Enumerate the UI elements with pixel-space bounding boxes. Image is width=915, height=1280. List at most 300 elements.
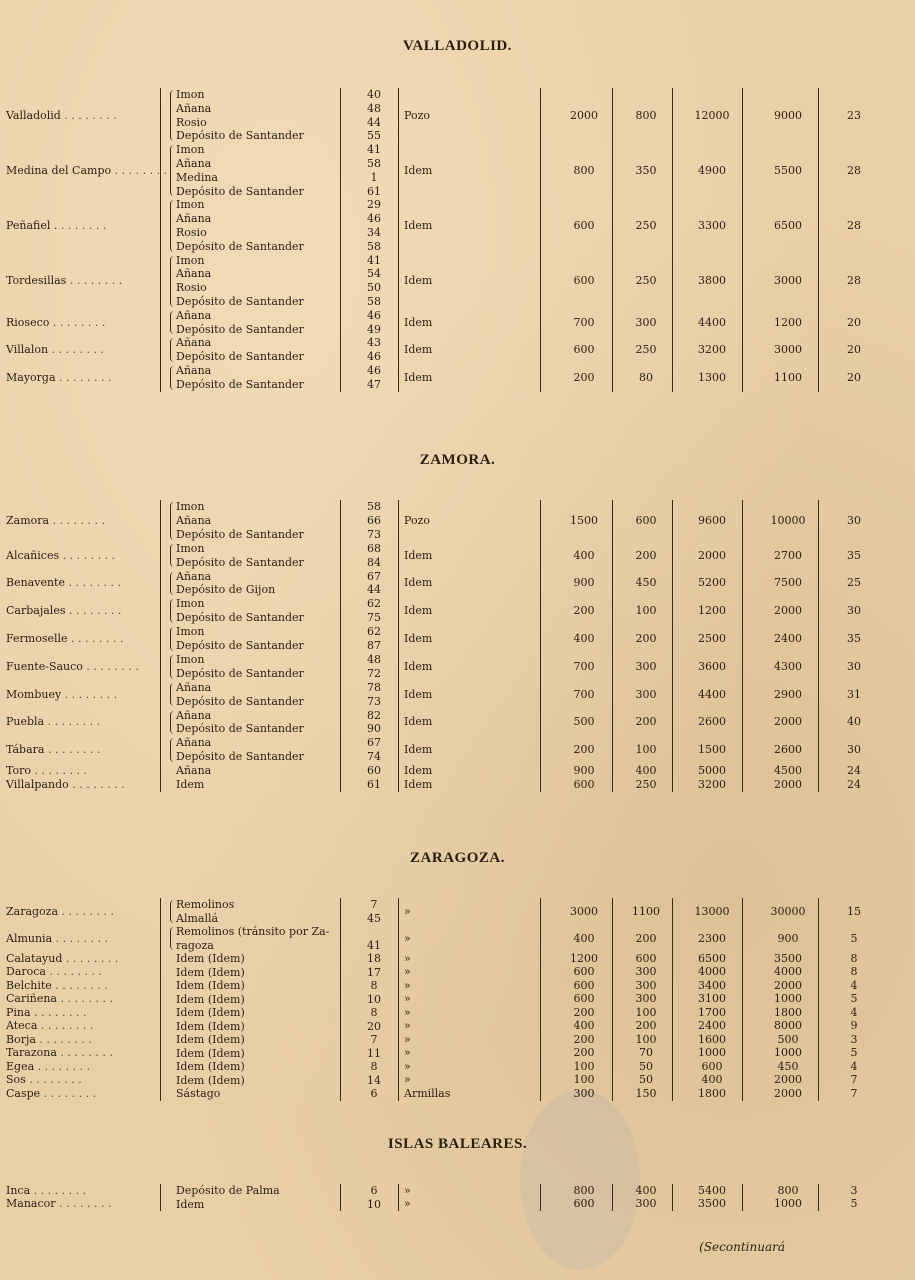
column-rule [742,1184,743,1211]
value-cell: 5 [850,1046,858,1060]
origin-name: Añana [176,569,212,583]
value-cell: 700 [573,659,595,673]
column-rule [672,1184,673,1211]
place-name [6,109,117,122]
value-cell: 3100 [698,992,726,1006]
value-cell: 600 [573,219,595,232]
distance-value: 67 [367,736,381,750]
transport-means: Armillas [404,1086,451,1100]
value-cell: 300 [635,659,657,673]
distance-value: 11 [367,1046,381,1060]
distance-value: 41 [367,143,381,157]
transport-means: » [404,931,411,945]
value-cell: 400 [635,764,657,778]
origin-name: Depósito de Santander [176,611,304,625]
origin-name: Depósito de Santander [176,555,304,569]
column-rule [398,898,399,1101]
value-cell: 500 [573,715,595,729]
place-name [6,1006,87,1019]
place-label: Peñafiel [6,219,51,232]
column-rule [818,1184,819,1211]
origin-name: Imon [176,500,205,513]
place-label: Pina [6,1005,31,1019]
leader-dots [44,743,100,756]
leader-dots [31,764,87,777]
value-cell: 200 [635,1019,657,1033]
origin-name: Añana [176,764,212,778]
distance-value: 43 [367,336,381,350]
leader-dots [46,965,102,978]
transport-means: » [404,965,411,979]
distance-value: 48 [367,101,381,115]
distance-value: 10 [367,992,381,1006]
distance-value: 87 [367,639,381,652]
column-rule [398,500,399,792]
value-cell: 200 [635,548,657,562]
place-name [6,343,104,356]
place-name [6,1046,113,1059]
value-cell: 250 [635,274,657,288]
origin-name: ragoza [176,938,214,952]
origin-name: Añana [176,308,212,322]
library-stamp [520,1090,640,1270]
distance-value: 50 [367,281,381,295]
value-cell: 2300 [698,931,726,945]
transport-means: » [404,978,411,992]
value-cell: 80 [639,370,653,384]
leader-dots [111,164,167,177]
value-cell: 450 [777,1059,799,1073]
value-cell: 1100 [774,370,802,384]
leader-dots [49,316,105,329]
value-cell: 5000 [698,764,726,778]
transport-means: » [404,1073,411,1087]
distance-value: 58 [367,239,381,253]
value-cell: 1100 [632,904,660,918]
origin-name: Idem [176,778,205,791]
leader-dots [48,343,104,356]
place-name [6,778,125,791]
leader-dots [68,632,124,645]
place-name [6,1197,111,1210]
value-cell: 30000 [770,904,806,918]
place-label: Zaragoza [6,904,59,918]
value-cell: 200 [573,743,595,757]
distance-value: 8 [370,1060,378,1073]
distance-value: 62 [367,597,381,611]
distance-value: 72 [367,666,381,680]
transport-means: Pozo [404,513,430,527]
value-cell: 2000 [774,1086,802,1100]
place-name [6,274,122,287]
origin-name: Depósito de Santander [176,377,304,391]
value-cell: 1300 [698,370,726,384]
value-cell: 2000 [570,108,598,122]
value-cell: 3 [850,1183,858,1197]
value-cell: 600 [573,978,595,992]
transport-means: Idem [404,764,433,778]
distance-value: 41 [367,253,381,267]
value-cell: 3500 [774,951,802,965]
value-cell: 2500 [698,632,726,645]
value-cell: 200 [635,632,657,645]
place-name [6,979,108,992]
column-rule [340,88,341,392]
value-cell: 5400 [698,1183,726,1197]
value-cell: 24 [847,764,861,778]
distance-value: 49 [367,322,381,336]
place-label: Daroca [6,965,46,979]
value-cell: 100 [635,743,657,757]
value-cell: 800 [777,1183,799,1197]
value-cell: 3200 [698,777,726,791]
value-cell: 1800 [774,1005,802,1019]
column-rule [818,500,819,792]
origin-name: Imon [176,652,205,666]
value-cell: 24 [847,777,861,791]
value-cell: 1500 [570,513,598,527]
leader-dots [26,1073,82,1086]
value-cell: 200 [635,931,657,945]
place-label: Sos [6,1073,26,1087]
column-rule [160,898,161,1101]
value-cell: 9000 [774,108,802,122]
origin-name: Rosio [176,115,207,129]
place-label: Borja [6,1032,36,1046]
distance-value: 73 [367,694,381,708]
distance-value: 18 [367,952,381,965]
leader-dots [65,604,121,617]
value-cell: 3300 [698,219,726,232]
value-cell: 200 [573,370,595,384]
leader-dots [44,715,100,728]
distance-value: 7 [370,898,378,911]
value-cell: 1200 [698,604,726,618]
transport-means: » [404,951,411,965]
transport-means: » [404,1197,411,1211]
transport-means: Idem [404,343,433,357]
value-cell: 8000 [774,1019,802,1033]
place-name [6,632,124,645]
transport-means: » [404,1046,411,1060]
origin-name: Añana [176,364,212,377]
origin-name: Idem (Idem) [176,1006,245,1019]
value-cell: 5 [850,992,858,1006]
place-label: Fuente-Sauco [6,659,83,673]
place-label: Rioseco [6,315,50,329]
origin-name: Depósito de Santander [176,694,304,708]
distance-value: 8 [370,979,378,992]
value-cell: 1800 [698,1086,726,1100]
column-rule [612,898,613,1101]
value-cell: 600 [573,777,595,791]
origin-name: Añana [176,212,212,226]
origin-name: Depósito de Santander [176,129,304,143]
transport-means: » [404,1059,411,1073]
value-cell: 8 [850,965,858,979]
transport-means: Idem [404,163,433,177]
distance-value: 54 [367,267,381,281]
leader-dots [57,1046,113,1059]
value-cell: 200 [573,604,595,618]
distance-value: 75 [367,611,381,625]
column-rule [160,500,161,792]
origin-name: Depósito de Santander [176,666,304,680]
value-cell: 800 [573,163,595,177]
place-name [6,576,121,589]
place-label: Mayorga [6,370,56,384]
distance-value: 68 [367,541,381,555]
origin-name: Añana [176,513,212,527]
value-cell: 700 [573,315,595,329]
value-cell: 2400 [774,632,802,645]
place-label: Tordesillas [6,274,67,288]
origin-name: Depósito de Santander [176,750,304,764]
value-cell: 3 [850,1032,858,1046]
value-cell: 600 [573,965,595,979]
origin-name: Imon [176,143,205,157]
value-cell: 2600 [774,743,802,757]
value-cell: 4500 [774,764,802,778]
transport-means: Idem [404,274,433,288]
origin-name: Añana [176,736,212,750]
leader-dots [59,549,115,562]
place-name [6,932,108,945]
origin-name: Depósito de Santander [176,184,304,198]
value-cell: 4000 [774,965,802,979]
value-cell: 4400 [698,315,726,329]
leader-dots [40,1087,96,1100]
value-cell: 12000 [694,108,730,122]
value-cell: 6500 [774,219,802,232]
distance-value: 7 [370,1033,378,1046]
value-cell: 20 [847,343,861,357]
column-rule [742,898,743,1101]
value-cell: 2600 [698,715,726,729]
place-label: Mombuey [6,687,62,701]
value-cell: 30 [847,659,861,673]
origin-name: Idem (Idem) [176,965,245,979]
origin-name: Imon [176,88,205,101]
transport-means: » [404,1019,411,1033]
value-cell: 7 [850,1073,858,1087]
transport-means: Idem [404,370,433,384]
value-cell: 300 [635,965,657,979]
value-cell: 31 [847,687,861,701]
value-cell: 900 [573,764,595,778]
value-cell: 200 [635,715,657,729]
distance-value: 34 [367,226,381,239]
transport-means: » [404,904,411,918]
transport-means: » [404,992,411,1006]
distance-value: 41 [367,938,381,952]
origin-name: Idem (Idem) [176,1046,245,1060]
value-cell: 2900 [774,687,802,701]
distance-value: 58 [367,157,381,170]
value-cell: 50 [639,1073,653,1087]
column-rule [672,500,673,792]
transport-means: Idem [404,315,433,329]
value-cell: 2400 [698,1019,726,1033]
origin-name: Añana [176,336,212,350]
place-label: Villalpando [6,777,69,791]
origin-name: Idem (Idem) [176,1060,245,1073]
continuation-note: (Secontinuará [699,1240,785,1254]
place-label: Medina del Campo [6,163,112,177]
place-label: Cariñena [6,992,57,1006]
value-cell: 4 [850,1059,858,1073]
transport-means: Idem [404,777,433,791]
column-rule [672,898,673,1101]
value-cell: 500 [777,1032,799,1046]
place-label: Puebla [6,715,45,729]
value-cell: 200 [573,1032,595,1046]
value-cell: 30 [847,513,861,527]
distance-value: 62 [367,625,381,639]
value-cell: 250 [635,343,657,357]
value-cell: 100 [573,1073,595,1087]
place-name [6,952,118,965]
value-cell: 600 [701,1059,723,1073]
origin-name: Depósito de Santander [176,639,304,652]
column-rule [540,88,541,392]
origin-name: Depósito de Santander [176,350,304,364]
place-label: Fermoselle [6,632,68,645]
value-cell: 800 [635,108,657,122]
value-cell: 300 [635,978,657,992]
value-cell: 400 [573,1019,595,1033]
column-rule [398,1184,399,1211]
place-name [6,316,105,329]
place-name [6,219,106,232]
place-label: Toro [6,764,31,778]
value-cell: 9600 [698,513,726,527]
origin-name: Imon [176,198,205,212]
distance-value: 46 [367,350,381,364]
value-cell: 28 [847,274,861,288]
place-name [6,1019,93,1032]
place-name [6,1073,82,1086]
origin-name: Imon [176,253,205,267]
value-cell: 2000 [774,978,802,992]
place-label: Almunia [6,931,53,945]
distance-value: 90 [367,722,381,736]
place-name [6,514,105,527]
column-rule [818,88,819,392]
origin-name: Idem (Idem) [176,952,245,965]
value-cell: 5200 [698,576,726,590]
place-name [6,743,100,756]
column-rule [742,88,743,392]
value-cell: 4000 [698,965,726,979]
value-cell: 300 [635,687,657,701]
value-cell: 300 [635,315,657,329]
value-cell: 2700 [774,548,802,562]
value-cell: 150 [635,1086,657,1100]
value-cell: 400 [573,632,595,645]
place-name [6,715,100,728]
distance-value: 6 [370,1087,378,1100]
leader-dots [56,1197,112,1210]
value-cell: 3000 [570,904,598,918]
transport-means: Idem [404,743,433,757]
origin-name: Remolinos (tránsito por Za- [176,925,330,938]
place-label: Carbajales [6,604,66,618]
value-cell: 28 [847,163,861,177]
value-cell: 350 [635,163,657,177]
value-cell: 23 [847,108,861,122]
value-cell: 1000 [698,1046,726,1060]
value-cell: 200 [573,1005,595,1019]
origin-name: Imon [176,541,205,555]
distance-value: 8 [370,1006,378,1019]
origin-name: Añana [176,708,212,722]
distance-value: 78 [367,680,381,694]
value-cell: 1200 [570,951,598,965]
distance-value: 46 [367,308,381,322]
distance-value: 73 [367,527,381,541]
place-name [6,660,139,673]
origin-name: Rosio [176,226,207,239]
place-label: Ateca [6,1019,38,1033]
distance-value: 6 [370,1184,378,1197]
place-label: Valladolid [6,108,61,122]
distance-value: 46 [367,212,381,226]
value-cell: 400 [701,1073,723,1087]
value-cell: 600 [635,513,657,527]
origin-name: Almallá [176,911,219,925]
distance-value: 14 [367,1073,381,1087]
value-cell: 5 [850,1197,858,1211]
value-cell: 2000 [774,777,802,791]
place-label: Tarazona [6,1046,57,1060]
value-cell: 100 [635,1032,657,1046]
value-cell: 250 [635,219,657,232]
leader-dots [61,109,117,122]
origin-name: Medina [176,170,218,184]
value-cell: 3000 [774,343,802,357]
value-cell: 3000 [774,274,802,288]
value-cell: 40 [847,715,861,729]
place-name [6,604,121,617]
column-rule [340,500,341,792]
value-cell: 2000 [698,548,726,562]
origin-name: Remolinos [176,898,235,911]
column-rule [818,898,819,1101]
value-cell: 3200 [698,343,726,357]
column-rule [742,500,743,792]
column-rule [612,88,613,392]
value-cell: 1200 [774,315,802,329]
place-label: Villalon [6,343,49,357]
transport-means: Idem [404,548,433,562]
distance-value: 60 [367,764,381,778]
section-title: ISLAS BALEARES. [387,1136,528,1152]
value-cell: 30 [847,604,861,618]
distance-value: 82 [367,708,381,722]
distance-value: 1 [370,170,378,184]
place-label: Benavente [6,576,65,590]
origin-name: Imon [176,597,205,611]
leader-dots [31,1006,87,1019]
distance-value: 47 [367,377,381,391]
value-cell: 3800 [698,274,726,288]
place-label: Egea [6,1059,35,1073]
column-rule [612,500,613,792]
value-cell: 2000 [774,1073,802,1087]
value-cell: 7500 [774,576,802,590]
leader-dots [62,952,118,965]
